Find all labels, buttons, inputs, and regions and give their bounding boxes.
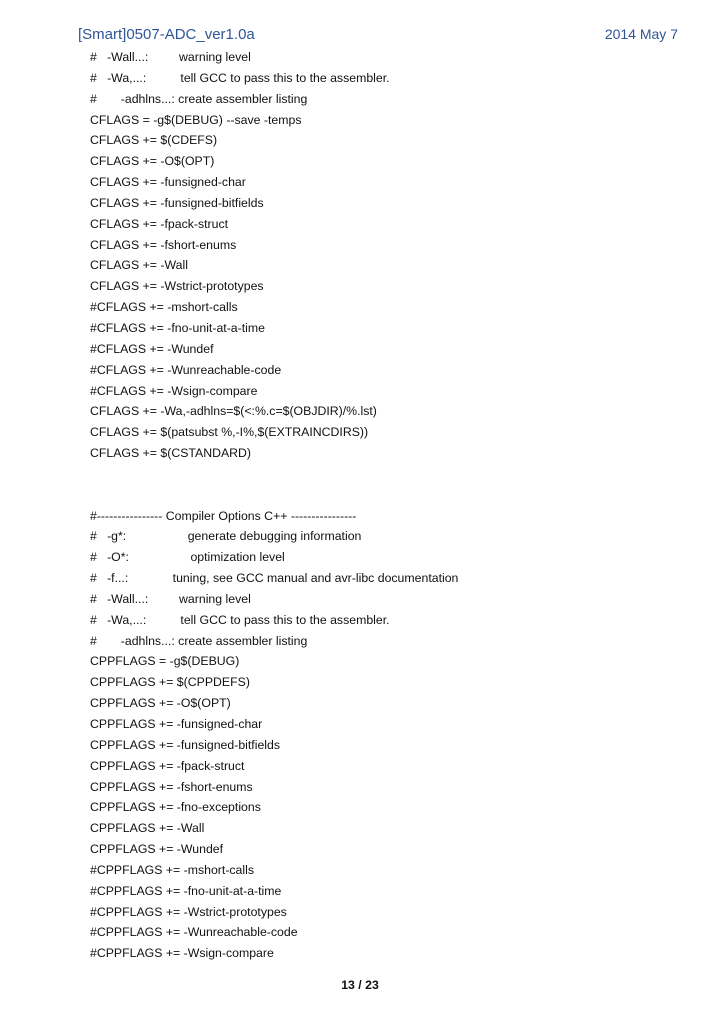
- code-line: #CPPFLAGS += -fno-unit-at-a-time: [90, 883, 282, 898]
- code-line: #CFLAGS += -Wundef: [90, 341, 214, 356]
- code-line: #CPPFLAGS += -Wsign-compare: [90, 946, 274, 961]
- code-line: # -Wall...: warning level: [90, 50, 251, 64]
- code-line: #CPPFLAGS += -mshort-calls: [90, 862, 255, 877]
- code-line: CFLAGS += -Wstrict-prototypes: [90, 279, 264, 294]
- code-line: CFLAGS += -funsigned-bitfields: [90, 195, 264, 210]
- code-line: #CFLAGS += -Wunreachable-code: [90, 362, 282, 377]
- code-line: CFLAGS += $(patsubst %,-I%,$(EXTRAINCDIRS)): [90, 425, 369, 440]
- code-line: CPPFLAGS += -Wall: [90, 821, 205, 836]
- code-listing: [90, 47, 690, 964]
- code-line: CPPFLAGS += -O$(OPT): [90, 696, 231, 711]
- code-line: CFLAGS += -O$(OPT): [90, 154, 215, 169]
- code-line: CFLAGS += -Wa,-adhlns=$(<:%.c=$(OBJDIR)/%.lst): [90, 404, 377, 419]
- code-line: #CFLAGS += -mshort-calls: [90, 300, 238, 315]
- code-line: CPPFLAGS += -fno-exceptions: [90, 800, 261, 815]
- code-line: # -Wa,...: tell GCC to pass this to the assembler.: [90, 612, 390, 627]
- code-line: # -f...: tuning, see GCC manual and avr-libc documentation: [90, 571, 459, 586]
- code-line: CPPFLAGS += -fshort-enums: [90, 779, 253, 794]
- page-number: 13 / 23: [341, 978, 379, 992]
- code-line: CFLAGS += $(CSTANDARD): [90, 446, 252, 461]
- code-line: #CPPFLAGS += -Wstrict-prototypes: [90, 904, 287, 919]
- code-line: CFLAGS += -funsigned-char: [90, 175, 246, 190]
- code-line: #CFLAGS += -Wsign-compare: [90, 383, 258, 398]
- code-line: CFLAGS += -fshort-enums: [90, 237, 237, 252]
- code-line: CPPFLAGS += -Wundef: [90, 842, 224, 857]
- code-line: # -adhlns...: create assembler listing: [90, 633, 308, 648]
- document-title: [Smart]0507-ADC_ver1.0a: [78, 26, 255, 43]
- code-line: CPPFLAGS += -funsigned-bitfields: [90, 737, 281, 752]
- document-date: 2014 May 7: [604, 26, 678, 42]
- blank-gap: [90, 464, 690, 506]
- code-line: # -Wa,...: tell GCC to pass this to the assembler.: [90, 70, 390, 85]
- code-line: # -g*: generate debugging information: [90, 529, 362, 544]
- code-line: # -adhlns...: create assembler listing: [90, 91, 308, 106]
- code-line: #CPPFLAGS += -Wunreachable-code: [90, 925, 298, 940]
- code-line: CPPFLAGS += -funsigned-char: [90, 717, 263, 731]
- code-line: CPPFLAGS += -fpack-struct: [90, 758, 245, 773]
- code-line: CPPFLAGS += $(CPPDEFS): [90, 675, 250, 690]
- code-line: #CFLAGS += -fno-unit-at-a-time: [90, 320, 265, 335]
- code-line: CFLAGS += -fpack-struct: [90, 216, 229, 231]
- code-line: # -O*: optimization level: [90, 550, 285, 565]
- code-line: # -Wall...: warning level: [90, 591, 251, 606]
- code-line: CPPFLAGS = -g$(DEBUG): [90, 654, 240, 669]
- code-line: CFLAGS += $(CDEFS): [90, 133, 218, 148]
- code-line: #---------------- Compiler Options C++ ----------------: [90, 508, 357, 523]
- code-line: CFLAGS += -Wall: [90, 258, 188, 273]
- code-line: CFLAGS = -g$(DEBUG) --save -temps: [90, 112, 302, 127]
